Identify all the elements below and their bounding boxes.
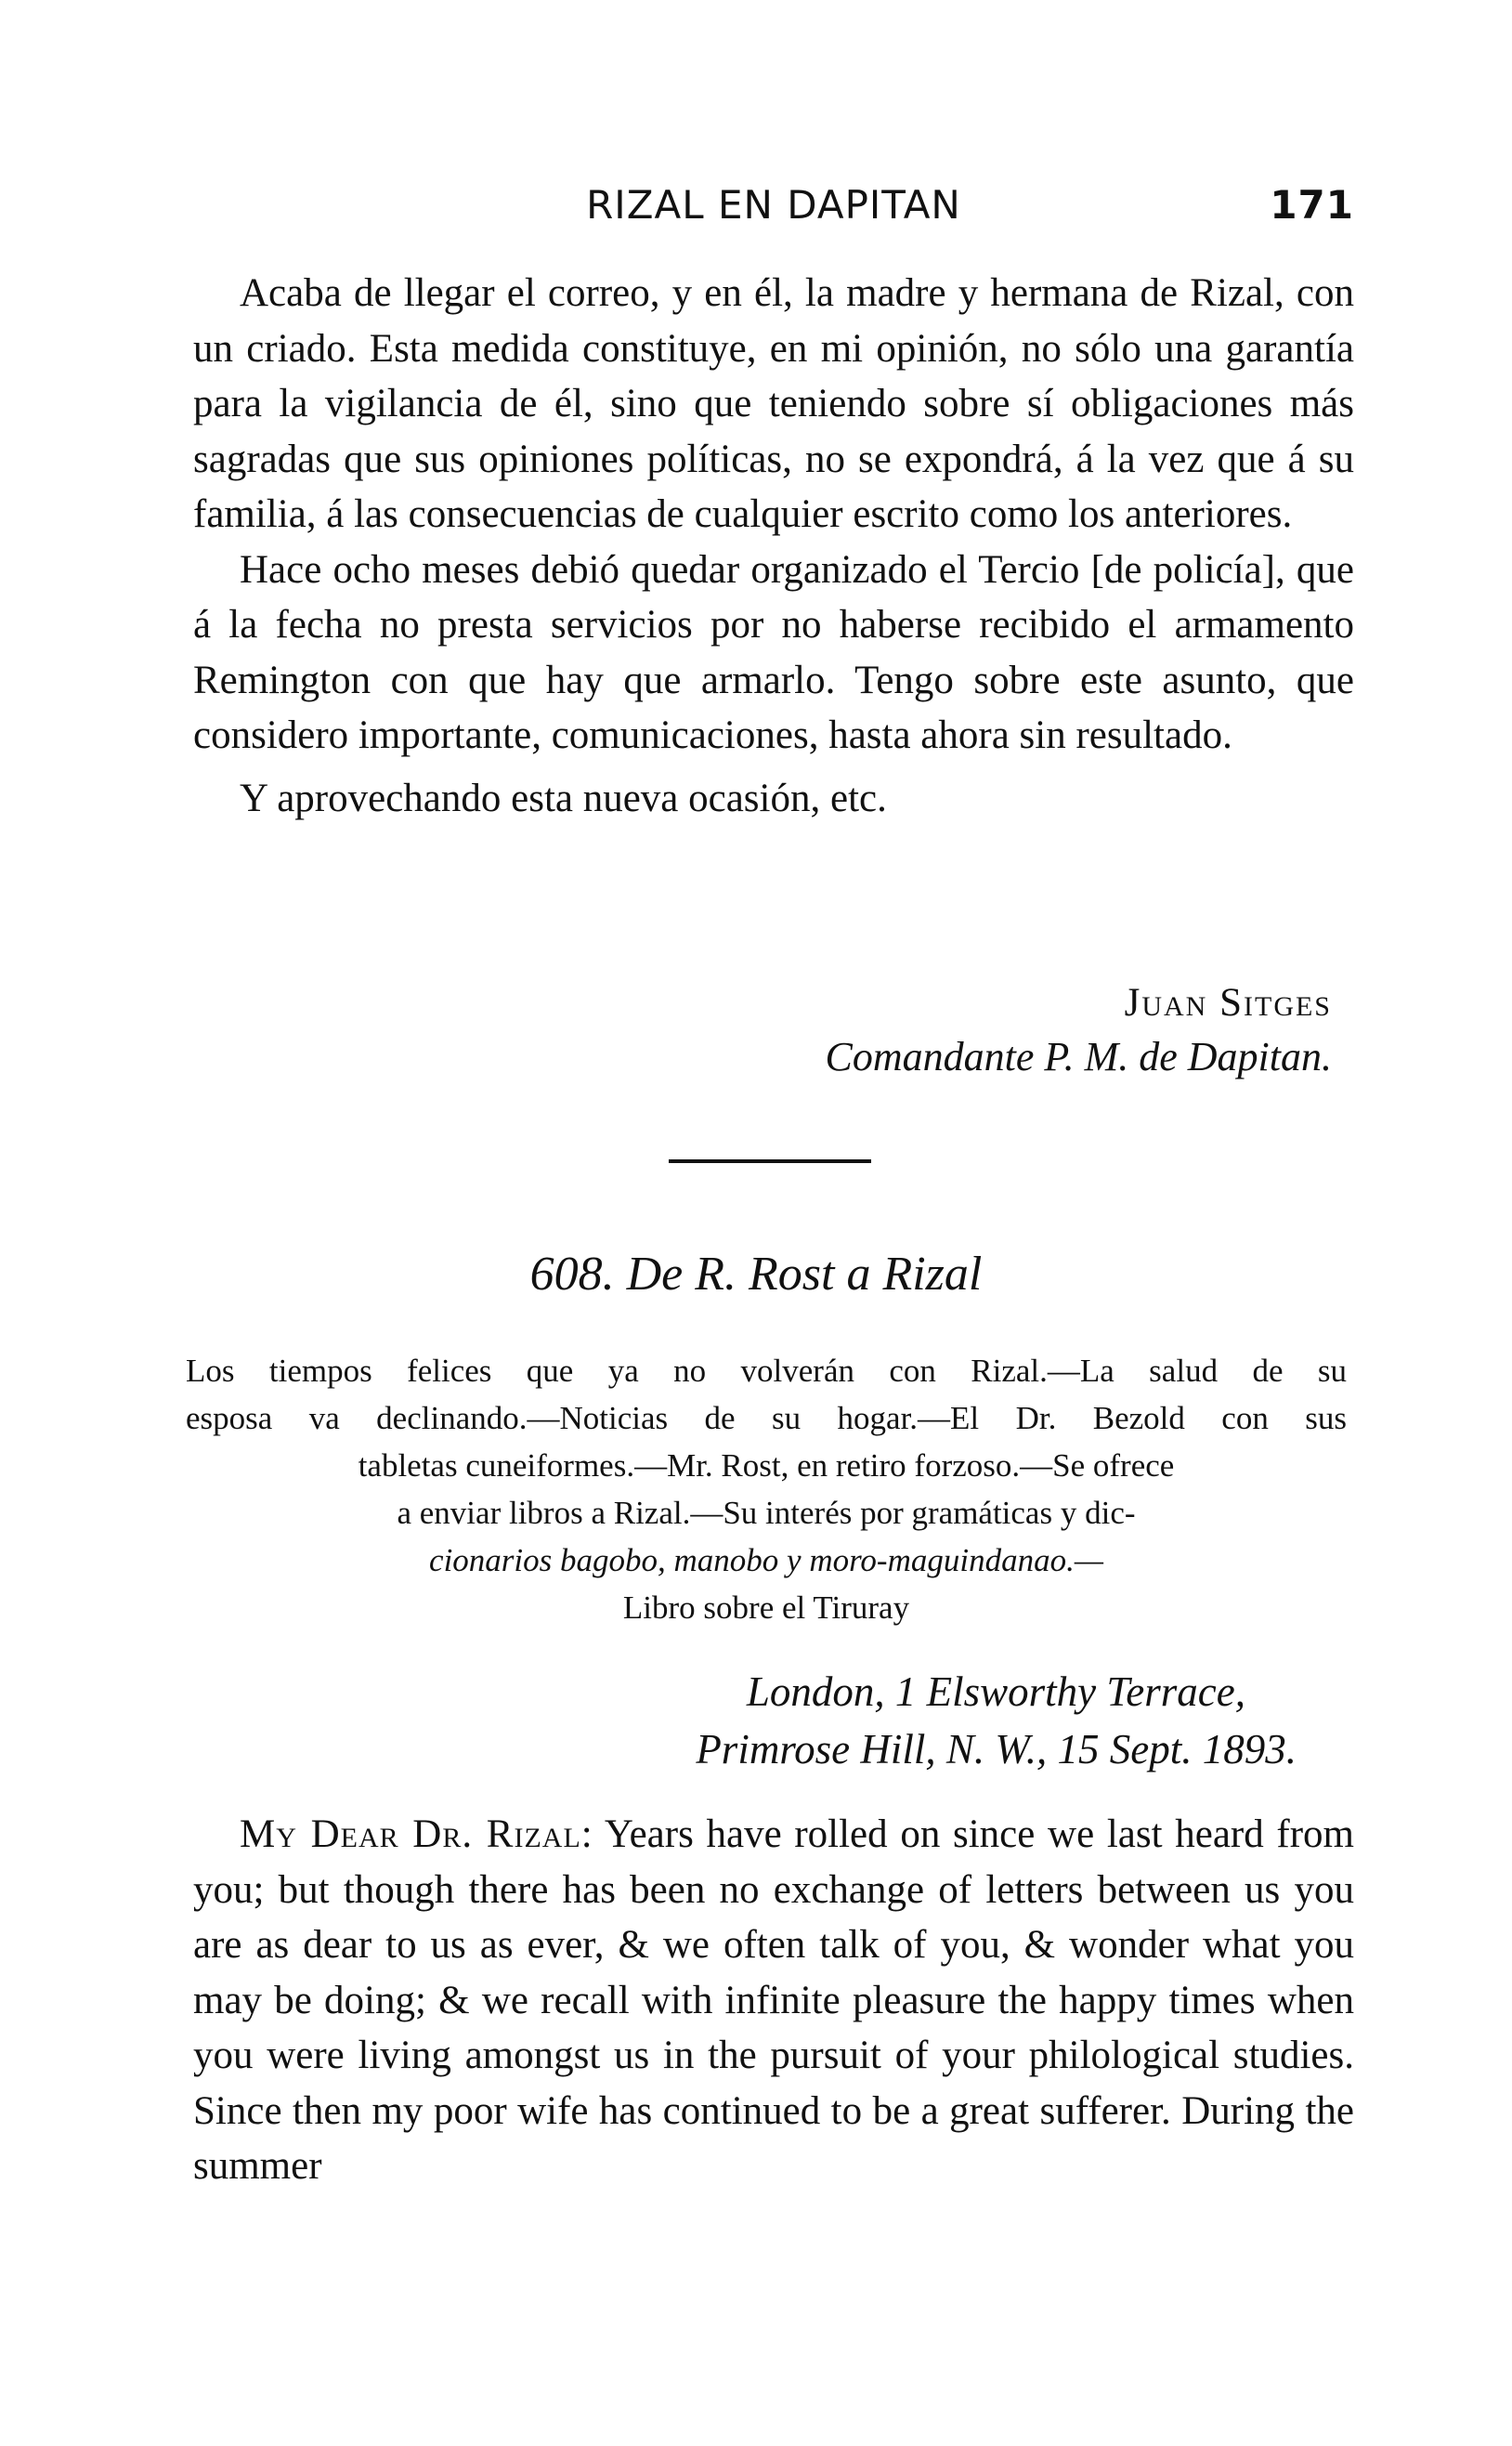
summary-line: tabletas cuneiformes.—Mr. Rost, en retiro forzoso.—Se ofrece [358, 1447, 1175, 1484]
dateline-line: London, 1 Elsworthy Terrace, [746, 1668, 1245, 1715]
summary-line: Libro sobre el Tiruray [622, 1589, 910, 1626]
letter-paragraph [193, 1807, 1354, 2194]
summary-line: a enviar libros a Rizal.—Su interés por gramáticas y dic- [397, 1495, 1136, 1531]
signature-name: Juan Sitges [1124, 981, 1332, 1025]
running-head-title: RIZAL EN DAPITAN [586, 182, 961, 228]
summary-line: Los tiempos felices que ya no volverán con Rizal.—La salud de su [186, 1353, 1347, 1389]
letter-body-text: Years have rolled on since we last heard from you; but though there has been no exchange of letters between us you are as dear to us as ever, & we often talk of you, & wonder what you may be doing; & we recall with infinite pleasure the happy times when you were living amongst us in the pursuit of your philological studies. Since then my poor wife has continued to be a great sufferer. During the summer [193, 1812, 1355, 2188]
report-paragraph: Acaba de llegar el correo, y en él, la madre y hermana de Rizal, con un criado. Esta medida constituye, en mi opinión, no sólo una garantía para la vigilancia de él, sino que teniendo sobre sí obligaciones más sagradas que sus opiniones políticas, no se expondrá, á la vez que á su familia, á las consecuencias de cualquier escrito como los anteriores. [193, 271, 1354, 536]
letter-body [193, 1807, 1354, 2194]
salutation: My Dear Dr. Rizal: [240, 1812, 593, 1856]
letter-heading: 608. De R. Rost a Rizal [529, 1248, 983, 1301]
report-paragraph: Hace ocho meses debió quedar organizado el Tercio [de policía], que á la fecha no presta servicios por no haberse recibido el armamento Remington con que hay que armarlo. Tengo sobre este asunto, que considero importante, comunicaciones, hasta ahora sin resultado. [193, 547, 1354, 757]
dateline-line: Primrose Hill, N. W., 15 Sept. 1893. [696, 1726, 1297, 1772]
signature-title: Comandante P. M. de Dapitan. [825, 1034, 1332, 1079]
section-divider [669, 1159, 871, 1163]
letter-summary [186, 1347, 1347, 1631]
running-head [193, 182, 1354, 238]
summary-line: cionarios bagobo, manobo y moro-maguindanao.— [429, 1542, 1103, 1578]
letter-dateline [461, 1663, 1297, 1778]
summary-line: esposa va declinando.—Noticias de su hogar.—El Dr. Bezold con sus [186, 1400, 1347, 1436]
page-number: 171 [1270, 182, 1354, 228]
report-text [193, 266, 1354, 826]
report-closing: Y aprovechando esta nueva ocasión, etc. [240, 776, 887, 820]
